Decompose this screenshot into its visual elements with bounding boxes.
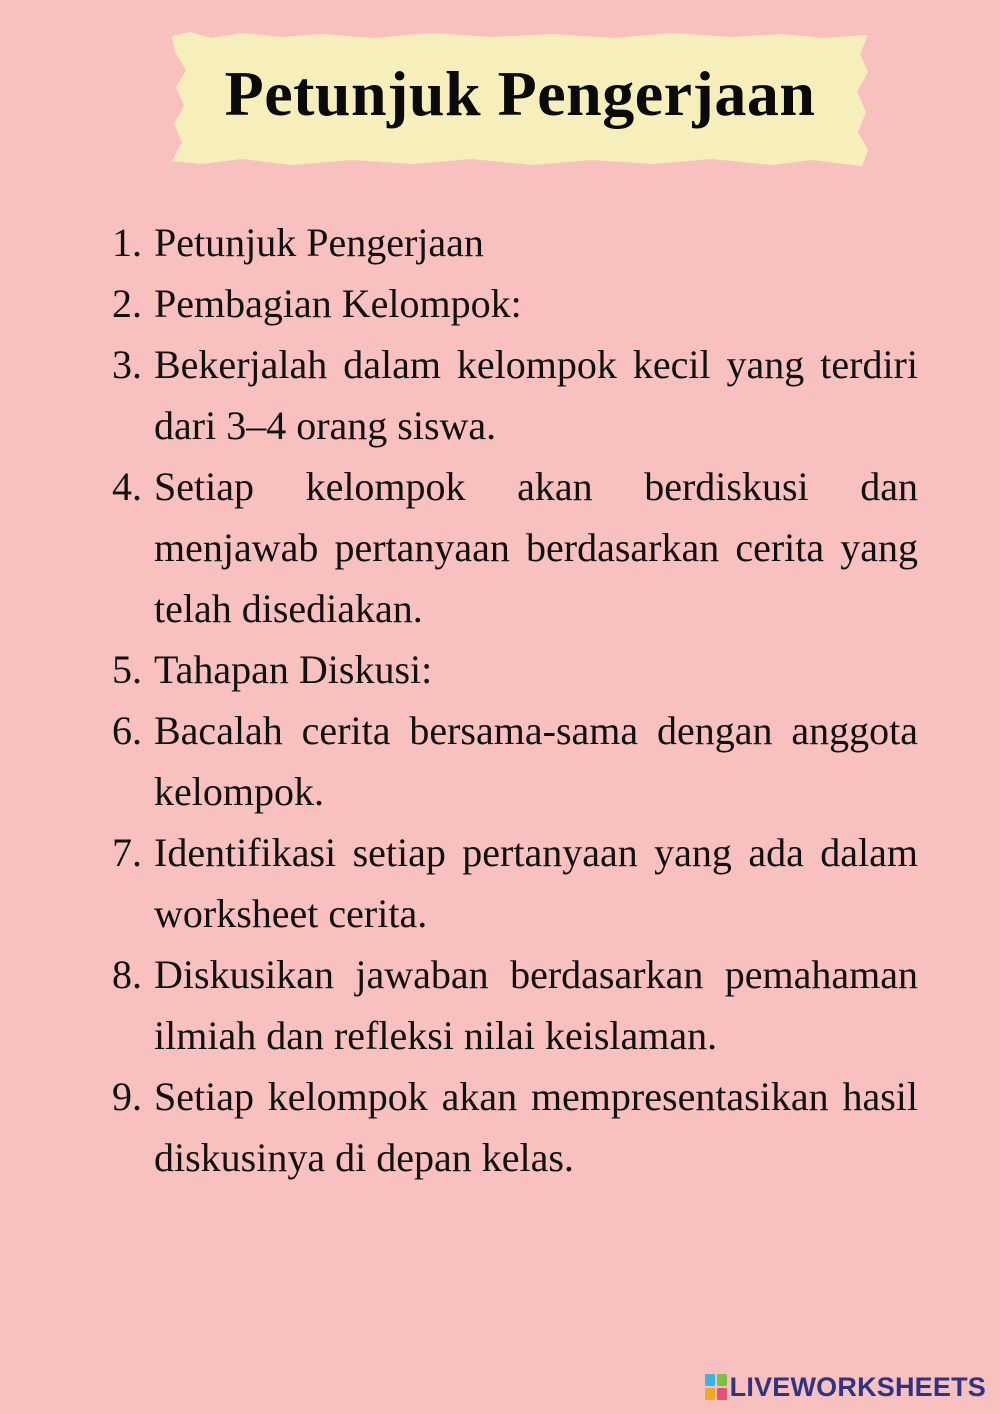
item-number: 1. (112, 220, 142, 265)
item-number: 4. (112, 464, 142, 509)
title-banner (172, 32, 868, 166)
item-text: Setiap kelompok akan mempresentasikan hasil diskusinya di depan kelas. (154, 1074, 918, 1180)
item-text: Setiap kelompok akan berdiskusi dan menjawab pertanyaan berdasarkan cerita yang telah disediakan. (154, 464, 918, 631)
instruction-list (112, 212, 918, 1188)
item-text: Bacalah cerita bersama-sama dengan anggota kelompok. (154, 708, 918, 814)
list-item (112, 639, 918, 700)
item-text: Petunjuk Pengerjaan (154, 220, 484, 265)
list-item (112, 1066, 918, 1188)
item-number: 7. (112, 830, 142, 875)
page-title: Petunjuk Pengerjaan (224, 58, 816, 129)
item-number: 6. (112, 708, 142, 753)
item-text: Pembagian Kelompok: (154, 281, 522, 326)
list-item (112, 700, 918, 822)
list-item (112, 822, 918, 944)
liveworksheets-logo-icon (705, 1374, 727, 1400)
item-number: 2. (112, 281, 142, 326)
item-number: 3. (112, 342, 142, 387)
liveworksheets-brand (705, 1370, 986, 1404)
item-text: Bekerjalah dalam kelompok kecil yang terdiri dari 3–4 orang siswa. (154, 342, 918, 448)
item-number: 5. (112, 647, 142, 692)
brand-name: LIVEWORKSHEETS (729, 1371, 986, 1402)
item-number: 8. (112, 952, 142, 997)
list-item (112, 334, 918, 456)
list-item (112, 456, 918, 639)
item-text: Tahapan Diskusi: (154, 647, 433, 692)
list-item (112, 273, 918, 334)
item-text: Identifikasi setiap pertanyaan yang ada dalam worksheet cerita. (154, 830, 918, 936)
list-item (112, 944, 918, 1066)
item-text: Diskusikan jawaban berdasarkan pemahaman ilmiah dan refleksi nilai keislaman. (154, 952, 918, 1058)
list-item (112, 212, 918, 273)
item-number: 9. (112, 1074, 142, 1119)
